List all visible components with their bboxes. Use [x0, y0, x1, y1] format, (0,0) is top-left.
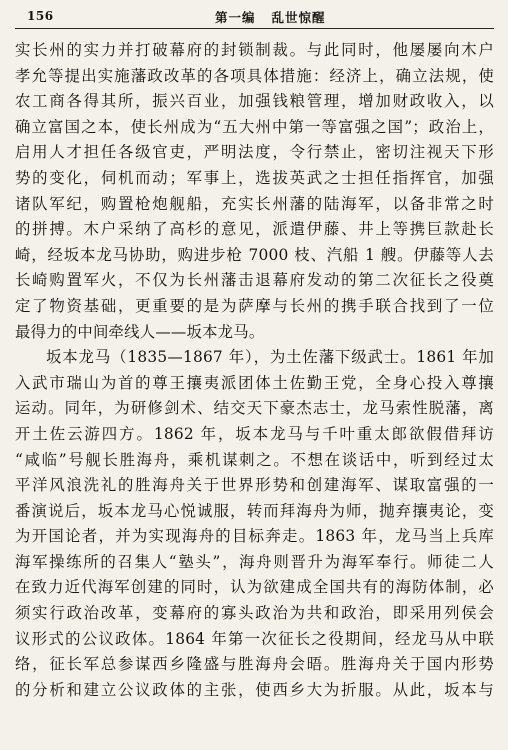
text-line: 崎，经坂本龙马协助，购进步枪 7000 枝、汽船 1 艘。伊藤等人去: [15, 245, 494, 264]
text-line: “咸临”号舰长胜海舟，乘机谋刺之。不想在谈话中，听到经过太: [15, 450, 494, 469]
text-line: 为开国论者，并为实现海舟的目标奔走。1863 年，龙马当上兵库: [15, 527, 494, 546]
text-line: 农工商各得其所，振兴百业，加强钱粮管理，增加财政收入，以: [15, 92, 494, 111]
paragraph: [15, 38, 494, 345]
text-line: 定了物资基础，更重要的是为萨摩与长州的携手联合找到了一位: [15, 296, 494, 315]
text-line: 平洋风浪洗礼的胜海舟关于世界形势和创建海军、谋取富强的一: [15, 476, 494, 495]
text-line: 孝允等提出实施藩政改革的各项具体措施：经济上，确立法规，使: [15, 66, 494, 85]
text-line: 议形式的公议政体。1864 年第一次征长之役期间，经龙马从中联: [15, 629, 494, 648]
body-text: [15, 38, 494, 703]
text-line: 实长州的实力并打破幕府的封锁制裁。与此同时，他屡屡向木户: [15, 41, 494, 59]
part-label: 第一编: [215, 10, 256, 25]
text-line: 长崎购置军火，不仅为长州藩击退幕府发动的第二次征长之役奠: [15, 271, 494, 290]
running-head: [215, 8, 326, 26]
paragraph: [15, 345, 494, 703]
text-line: 开土佐云游四方。1862 年，坂本龙马与千叶重太郎欲假借拜访: [15, 424, 494, 443]
text-line: 入武市瑞山为首的尊王攘夷派团体土佐勤王党，全身心投入尊攘: [15, 373, 494, 392]
text-line: 诸队军纪，购置枪炮舰船，充实长州藩的陆海军，以备非常之时: [15, 194, 494, 213]
page-number: 156: [27, 9, 54, 23]
text-line: 坂本龙马（1835—1867 年），为土佐藩下级武士。1861 年加: [46, 348, 494, 367]
text-line: 确立富国之本，使长州成为“五大州中第一等富强之国”；政治上，: [15, 117, 494, 136]
text-line: 运动。同年，为研修剑术、结交天下豪杰志士，龙马索性脱藩，离: [15, 399, 494, 418]
text-line: 络，征长军总参谋西乡隆盛与胜海舟会晤。胜海舟关于国内形势: [15, 655, 494, 674]
text-line: 的分析和建立公议政体的主张，使西乡大为折服。从此，坂本与: [15, 680, 494, 699]
text-line: 海军操练所的召集人“塾头”，海舟则晋升为海军奉行。师徒二人: [15, 552, 494, 571]
text-line: 须实行政治改革，变幕府的寡头政治为共和政治，即采用列侯会: [15, 604, 494, 623]
text-line: 番演说后，坂本龙马心悦诚服，转而拜海舟为师，抛弃攘夷论，变: [15, 501, 494, 520]
text-line: 的拼搏。木户采纳了高杉的意见，派遣伊藤、井上等携巨款赴长: [15, 220, 494, 239]
text-line: 在致力近代海军创建的同时，认为欲建成全国共有的海防体制，必: [15, 578, 494, 597]
text-line: 启用人才担任各级官吏，严明法度，令行禁止，密切注视天下形: [15, 143, 494, 162]
page-header: [15, 0, 494, 29]
text-line: 势的变化，伺机而动；军事上，选拔英武之士担任指挥官，加强: [15, 168, 494, 187]
part-title: 乱世惊醒: [271, 10, 326, 25]
text-line: 最得力的中间牵线人——坂本龙马。: [15, 322, 265, 341]
